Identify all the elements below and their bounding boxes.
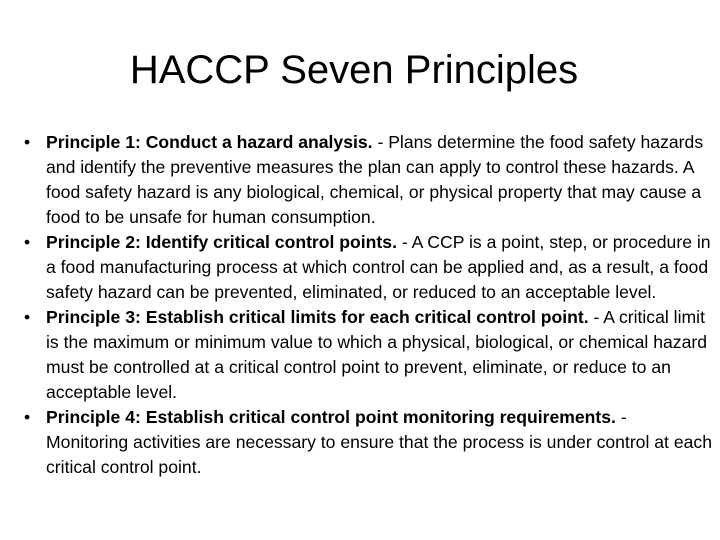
bullet-icon: • [24, 307, 31, 327]
principle-4-item [20, 405, 712, 480]
principles-list [20, 130, 712, 480]
principle-3-heading: Principle 3: Establish critical limits for each critical control point. [46, 307, 589, 327]
principle-1-text: - Plans determine the food safety hazards and identify the preventive measures the plan can apply to control these hazards. A food safety hazard is any biological, chemical, or physical property that may cause a food to be unsafe for human consumption. [46, 132, 704, 227]
bullet-icon: • [24, 407, 31, 427]
principle-3-item [20, 305, 712, 405]
bullet-icon: • [24, 232, 31, 252]
principle-2-heading: Principle 2: Identify critical control points. [46, 232, 397, 252]
principle-1-item [20, 130, 712, 230]
slide-title: HACCP Seven Principles [129, 48, 579, 92]
principle-3-text: - A critical limit is the maximum or minimum value to which a physical, biological, or chemical hazard must be controlled at a critical control point to prevent, eliminate, or reduce to an acceptable level. [46, 307, 708, 402]
principle-4-heading: Principle 4: Establish critical control point monitoring requirements. [46, 407, 616, 427]
principle-1-heading: Principle 1: Conduct a hazard analysis. [46, 132, 373, 152]
principle-4-text: - Monitoring activities are necessary to ensure that the process is under control at each critical control point. [46, 407, 712, 477]
principle-2-text: - A CCP is a point, step, or procedure in a food manufacturing process at which control can be applied and, as a result, a food safety hazard can be prevented, eliminated, or reduced to an acceptable level. [46, 232, 711, 302]
bullet-icon: • [24, 132, 31, 152]
principle-2-item [20, 230, 712, 305]
